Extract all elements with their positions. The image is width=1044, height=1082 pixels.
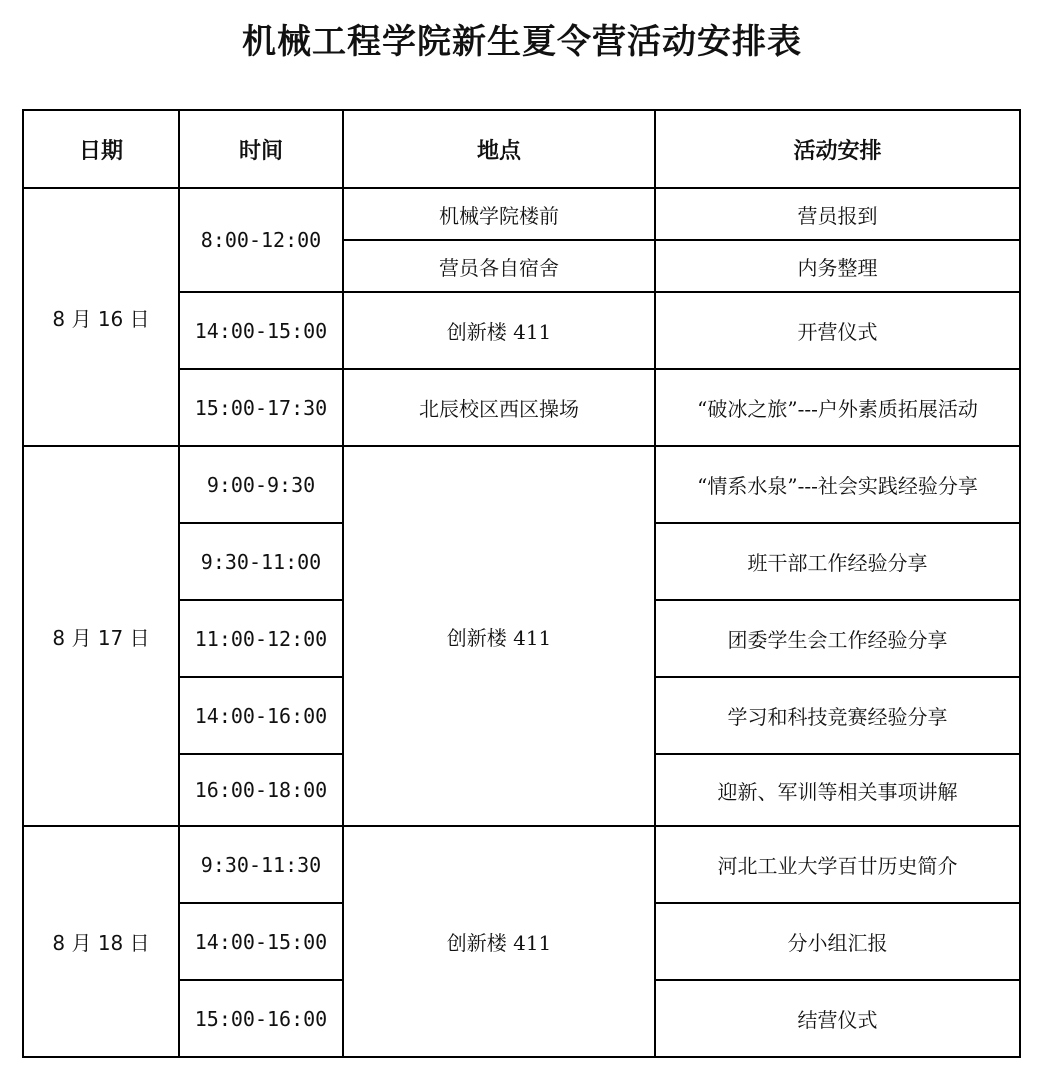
- location-cell: 营员各自宿舍: [343, 240, 655, 292]
- time-cell: 14:00-16:00: [179, 677, 343, 754]
- location-cell: 北辰校区西区操场: [343, 369, 655, 446]
- activity-cell: “情系水泉”---社会实践经验分享: [655, 446, 1020, 523]
- date-cell-aug17: 8 月 17 日: [23, 446, 179, 826]
- date-cell-aug16: 8 月 16 日: [23, 188, 179, 446]
- table-row: [23, 826, 1020, 903]
- table-row: [23, 446, 1020, 523]
- header-date: 日期: [23, 110, 179, 188]
- activity-cell: 团委学生会工作经验分享: [655, 600, 1020, 677]
- activity-cell: 开营仪式: [655, 292, 1020, 369]
- location-cell: 创新楼 411: [343, 826, 655, 1057]
- header-location: 地点: [343, 110, 655, 188]
- date-cell-aug18: 8 月 18 日: [23, 826, 179, 1057]
- time-cell: 15:00-16:00: [179, 980, 343, 1057]
- activity-cell: 班干部工作经验分享: [655, 523, 1020, 600]
- time-cell: 14:00-15:00: [179, 292, 343, 369]
- time-cell: 16:00-18:00: [179, 754, 343, 826]
- header-activity: 活动安排: [655, 110, 1020, 188]
- schedule-table: [22, 109, 1021, 1058]
- time-cell: 9:30-11:30: [179, 826, 343, 903]
- activity-cell: 迎新、军训等相关事项讲解: [655, 754, 1020, 826]
- time-cell: 9:30-11:00: [179, 523, 343, 600]
- activity-cell: 学习和科技竞赛经验分享: [655, 677, 1020, 754]
- time-cell: 15:00-17:30: [179, 369, 343, 446]
- activity-cell: 河北工业大学百廿历史简介: [655, 826, 1020, 903]
- page-title: 机械工程学院新生夏令营活动安排表: [242, 22, 802, 62]
- activity-cell: 营员报到: [655, 188, 1020, 240]
- time-cell: 9:00-9:30: [179, 446, 343, 523]
- location-cell: 机械学院楼前: [343, 188, 655, 240]
- activity-cell: 分小组汇报: [655, 903, 1020, 980]
- time-cell: 8:00-12:00: [179, 188, 343, 292]
- header-row: [23, 110, 1020, 188]
- location-cell: 创新楼 411: [343, 292, 655, 369]
- location-cell: 创新楼 411: [343, 446, 655, 826]
- time-cell: 11:00-12:00: [179, 600, 343, 677]
- activity-cell: 结营仪式: [655, 980, 1020, 1057]
- header-time: 时间: [179, 110, 343, 188]
- activity-cell: “破冰之旅”---户外素质拓展活动: [655, 369, 1020, 446]
- activity-cell: 内务整理: [655, 240, 1020, 292]
- table-row: [23, 188, 1020, 240]
- time-cell: 14:00-15:00: [179, 903, 343, 980]
